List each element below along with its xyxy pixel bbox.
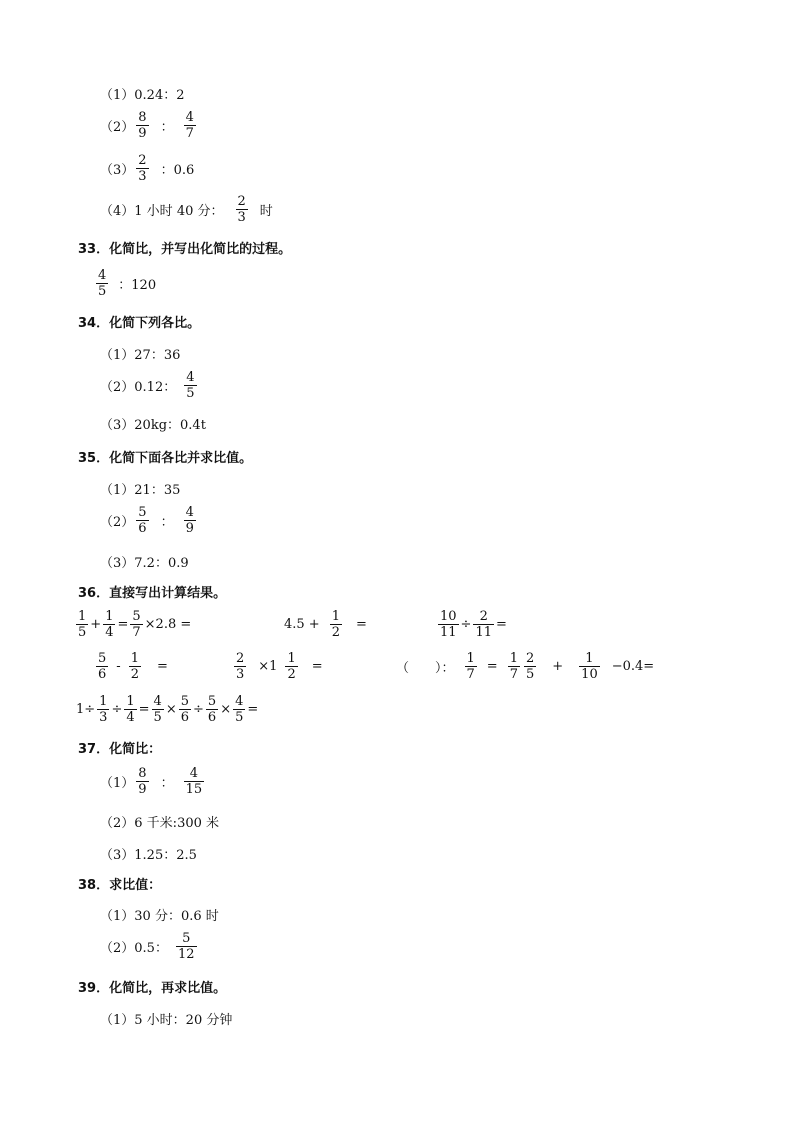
item-text: ：0.6 [160,163,195,178]
denominator: 7 [132,625,141,640]
operator: = [156,659,168,674]
problem-36-title: 36．直接写出计算结果。 [78,586,227,601]
fraction [179,694,191,725]
fraction [184,505,196,536]
item-label: （2） [100,816,135,831]
item-label: （1） [100,88,135,103]
denominator: 4 [105,625,114,640]
problem-37-title: 37．化简比： [78,742,162,757]
numerator: 4 [185,110,194,125]
fraction [184,110,196,141]
item-label: （3） [100,848,135,863]
fraction [136,505,148,536]
operator: × [220,702,232,717]
item-label: （1） [100,909,135,924]
numerator: 1 [466,651,475,666]
ratio-sign: ： [160,776,174,791]
p37-item-1 [100,766,206,797]
fraction [579,651,600,682]
operator: = [117,617,129,632]
item-label: （1） [100,776,135,791]
denominator: 5 [153,710,162,725]
item-text: 1.25：2.5 [134,848,197,863]
item-text: 1 小时 40 分： [134,204,224,219]
numerator: 5 [182,931,191,946]
p35-item-1 [100,479,180,498]
p34-item-1 [100,344,180,363]
fraction [97,694,109,725]
denominator: 9 [138,126,147,141]
p37-item-3 [100,844,197,863]
numerator: 8 [138,766,147,781]
numerator: 5 [132,609,141,624]
denominator: 7 [466,667,475,682]
item-label: （3） [100,163,135,178]
denominator: 3 [237,210,246,225]
operator: = [355,617,367,632]
p32-item-1 [100,84,185,103]
denominator: 11 [440,625,457,640]
operator: + [552,659,564,674]
fraction [136,110,148,141]
denominator: 5 [186,386,195,401]
fraction [76,609,88,640]
numerator: 2 [237,194,246,209]
item-label: （2） [100,380,135,395]
operator: - [116,659,121,674]
numerator: 2 [525,651,535,666]
item-label: （1） [100,1013,135,1028]
denominator: 7 [185,126,194,141]
item-text: 0.24：2 [134,88,185,103]
p39-item-1 [100,1009,232,1028]
numerator: 4 [235,694,244,709]
denominator: 10 [581,667,598,682]
fraction [236,194,248,225]
numerator: 5 [207,694,217,709]
p36-expr-4 [94,651,168,682]
operator: = [311,659,323,674]
fraction [508,651,520,682]
denominator: 5 [525,667,535,682]
item-text: 30 分：0.6 时 [134,909,219,924]
p36-expr-3 [436,609,507,640]
item-text: 0.5： [134,941,168,956]
fraction [233,694,245,725]
denominator: 6 [180,710,190,725]
denominator: 3 [99,710,108,725]
item-text: 5 小时：20 分钟 [134,1013,233,1028]
fraction [96,651,108,682]
item-text: ×2.8 = [144,617,192,632]
problem-35-title: 35．化简下面各比并求比值。 [78,451,253,466]
fraction [473,609,494,640]
fraction [130,609,142,640]
p36-expr-1 [74,609,191,640]
numerator: 1 [130,651,139,666]
numerator: 4 [153,694,162,709]
denominator: 5 [78,625,87,640]
p36-expr-2 [284,609,367,640]
item-text: （ ）： [396,661,455,676]
numerator: 5 [138,505,147,520]
item-text: −0.4= [611,659,655,674]
denominator: 6 [138,521,147,536]
numerator: 4 [189,766,198,781]
p35-item-3 [100,552,189,571]
denominator: 5 [235,710,244,725]
denominator: 4 [126,710,135,725]
p34-item-3 [100,414,206,433]
item-text: ：120 [118,278,157,293]
p38-item-2 [100,931,199,962]
item-text: 6 千米:300 米 [134,816,220,831]
problem-34-title: 34．化简下列各比。 [78,316,201,331]
operator: ÷ [460,617,472,632]
fraction [285,651,297,682]
numerator: 1 [99,694,108,709]
fraction [184,370,196,401]
numerator: 8 [138,110,147,125]
numerator: 1 [78,609,87,624]
operator: = [138,702,150,717]
item-label: （2） [100,941,135,956]
fraction [438,609,459,640]
denominator: 12 [177,947,195,962]
numerator: 2 [236,651,245,666]
ratio-sign: ： [160,120,174,135]
fraction [124,694,136,725]
item-text: 1÷ [76,702,96,717]
operator: ÷ [111,702,123,717]
numerator: 5 [98,651,107,666]
denominator: 7 [509,667,518,682]
numerator: 4 [98,268,107,283]
problem-33-title: 33．化简比，并写出化简比的过程。 [78,242,292,257]
operator: × [165,702,177,717]
fraction [330,609,342,640]
fraction [136,153,148,184]
p37-item-2 [100,812,219,831]
fraction [524,651,536,682]
p32-item-4 [100,194,273,225]
numerator: 1 [585,651,594,666]
denominator: 9 [138,782,147,797]
item-text: 7.2：0.9 [134,556,189,571]
p33-expression [94,268,156,299]
fraction [206,694,218,725]
operator: = [247,702,259,717]
item-text: 21：35 [134,483,181,498]
item-label: （3） [100,556,135,571]
numerator: 1 [105,609,114,624]
problem-39-title: 39．化简比，再求比值。 [78,981,227,996]
numerator: 1 [287,651,296,666]
denominator: 11 [475,625,492,640]
operator: + [90,617,102,632]
fraction [103,609,115,640]
denominator: 2 [287,667,296,682]
numerator: 2 [479,609,488,624]
denominator: 3 [138,169,147,184]
denominator: 2 [130,667,139,682]
p36-expr-5 [232,651,323,682]
p32-item-3 [100,153,194,184]
p36-expr-7 [76,694,258,725]
numerator: 4 [186,370,195,385]
numerator: 1 [126,694,135,709]
item-text: 27：36 [134,348,181,363]
operator: ×1 [258,659,278,674]
p34-item-2 [100,370,199,401]
item-text: 20kg：0.4t [134,418,206,433]
item-label: （2） [100,515,135,530]
item-text: 0.12： [134,380,177,395]
numerator: 1 [509,651,518,666]
fraction [176,931,197,962]
numerator: 10 [440,609,457,624]
fraction [96,268,108,299]
p35-item-2 [100,505,198,536]
fraction [184,766,205,797]
item-label: （2） [100,120,135,135]
numerator: 4 [185,505,194,520]
p38-item-1 [100,905,219,924]
fraction [129,651,141,682]
numerator: 2 [138,153,147,168]
operator: ÷ [193,702,204,717]
denominator: 5 [98,284,107,299]
item-label: （4） [100,204,135,219]
denominator: 2 [331,625,340,640]
denominator: 6 [98,667,107,682]
fraction [234,651,246,682]
numerator: 1 [331,609,340,624]
fraction [465,651,477,682]
item-label: （1） [100,483,135,498]
item-text: 4.5 + [284,617,320,632]
operator: = [496,617,507,632]
item-label: （3） [100,418,135,433]
p36-expr-6 [396,651,654,682]
item-label: （1） [100,348,135,363]
denominator: 9 [185,521,194,536]
problem-38-title: 38．求比值： [78,878,162,893]
p32-item-2 [100,110,198,141]
item-text: 时 [259,204,273,219]
denominator: 15 [185,782,203,797]
denominator: 3 [236,667,245,682]
fraction [152,694,164,725]
ratio-sign: ： [160,515,174,530]
operator: = [486,659,498,674]
fraction [136,766,148,797]
denominator: 6 [207,710,217,725]
numerator: 5 [180,694,190,709]
